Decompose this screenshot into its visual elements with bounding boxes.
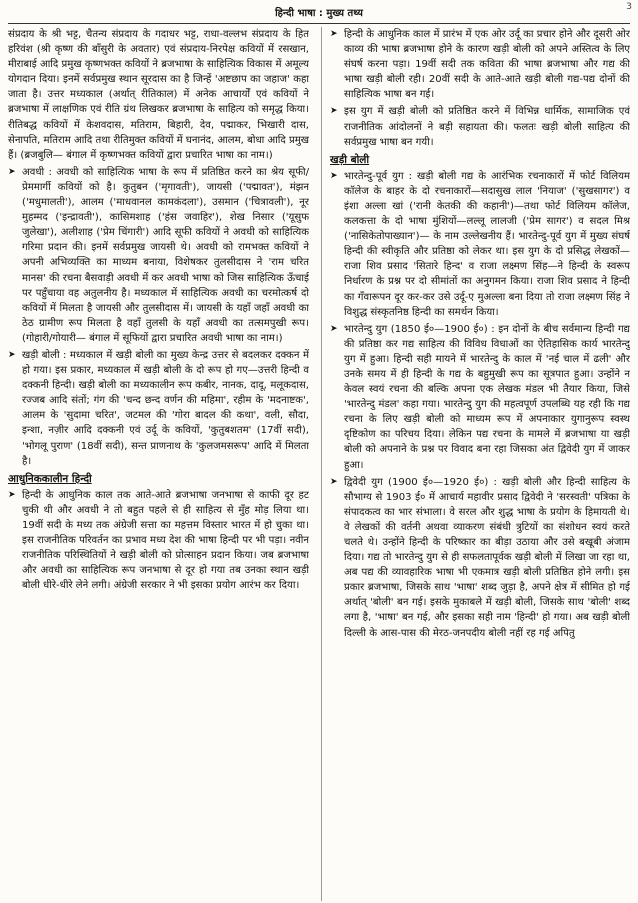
paragraph: संप्रदाय के श्री भट्ट, चैतन्य संप्रदाय के गदाधर भट्ट, राधा-वल्लभ संप्रदाय के हित हरिवंश (श्री कृष्ण की बाँसुरी के अवतार) एवं संप्रदाय-निरपेक्ष कवियों में रसखान, मीराबाई आदि प्रमुख कृष्णभक्त कवियों ने ब्रजभाषा के साहित्यिक विकास में अमूल्य योगदान दिया। इनमें सर्वप्रमुख स्थान सूरदास का है जिन्हें 'अष्टछाप का जहाज' कहा जाता है। उत्तर मध्यकाल (अर्थात् रीतिकाल) में अनेक आचार्यों एवं कवियों ने ब्रजभाषा में लाक्षणिक एवं रीति ग्रंथ लिखकर ब्रजभाषा के साहित्य को समृद्ध किया। रीतिबद्ध कवियों में केशवदास, मतिराम, बिहारी, देव, पद्माकर, भिखारी दास, सेनापति, मतिराम आदि तथा रीतिमुक्त कवियों में घनानंद, आलम, बोधा आदि प्रमुख हैं। (ब्रजबुलि— बंगाल में कृष्णभक्त कवियों द्वारा प्रचारित भाषा का नाम।) (8, 29, 309, 161)
right-column (321, 27, 630, 901)
bullet-paragraph: ➤ खड़ी बोली : मध्यकाल में खड़ी बोली का मुख्य केन्द्र उत्तर से बदलकर दक्कन में हो गया। इस प्रकार, मध्यकाल में खड़ी बोली के दो रूप हो गए—उत्तरी हिन्दी व दक्कनी हिन्दी। खड़ी बोली का मध्यकालीन रूप कबीर, नानक, दादू, मलूकदास, रज्जब आदि संतों; गंग की 'चन्द छन्द वर्णन की महिमा', रहीम के 'मदनाष्टक', आलम के 'सुदामा चरित', जटमल की 'गोरा बादल की कथा', वली, सौदा, इन्शा, नज़ीर आदि दक्कनी एवं उर्दू के कवियों, 'कुतुबशतम' (17वीं सदी), 'भोगलू पुराण' (18वीं सदी), सन्त प्राणनाथ के 'कुलजमसरूप' आदि में मिलता है। (8, 348, 309, 469)
section-heading: खड़ी बोली (330, 153, 370, 166)
bullet-paragraph: ➤ द्विवेदी युग (1900 ई०—1920 ई०) : खड़ी बोली और हिन्दी साहित्य के सौभाग्य से 1903 ई० में आचार्य महावीर प्रसाद द्विवेदी ने 'सरस्वती' पत्रिका के संपादकत्व का भार संभाला। वे सरल और शुद्ध भाषा के प्रयोग के हिमायती थे। वे लेखकों की वर्तनी अथवा व्याकरण संबंधी त्रुटियों का संशोधन स्वयं करते चलते थे। उन्होंने हिन्दी के परिष्कार का बीड़ा उठाया और उसे बखूबी अंजाम दिया। गद्य तो भारतेन्दु युग से ही सफलतापूर्वक खड़ी बोली में लिखा जा रहा था, अब पद्य की व्यावहारिक भाषा भी एकमात्र खड़ी बोली प्रतिष्ठित होने लगी। इस प्रकार ब्रजभाषा, जिसके साथ 'भाषा' शब्द जुड़ा है, अपने क्षेत्र में सीमित हो गई अर्थात् 'बोली' बन गई। इसके मुकाबले में खड़ी बोली, जिसके साथ 'बोली' शब्द लगा है, 'भाषा' बन गई, और इसका सही नाम 'हिन्दी' हो गया। अब खड़ी बोली दिल्ली के आस-पास की मेरठ-जनपदीय बोली नहीं रह गई अपितु (330, 475, 630, 641)
bullet-paragraph: ➤ भारतेन्दु युग (1850 ई०—1900 ई०) : इन दोनों के बीच सर्वमान्य हिन्दी गद्य की प्रतिष्ठा कर गद्य साहित्य की विविध विधाओं का ऐतिहासिक कार्य भारतेन्दु युग में हुआ। हिन्दी सही मायने में भारतेन्दु के काल में 'नई चाल में ढली' और उनके समय में ही हिन्दी के गद्य के बहुमुखी रूप का सूत्रपात हुआ। उन्होंने न केवल स्वयं रचना की बल्कि अपना एक लेखक मंडल भी तैयार किया, जिसे 'भारतेन्दु मंडल' कहा गया। भारतेन्दु युग की महत्वपूर्ण उपलब्धि यह रही कि गद्य रचना के लिए खड़ी बोली को माध्यम रूप में अपनाकार युगानुरूप स्वस्थ दृष्टिकोण का परिचय दिया। लेकिन पद्य रचना के मामले में ब्रजभाषा या खड़ी बोली को अपनाने के प्रश्न पर विवाद बना रहा जिसका अंत द्विवेदी युग में जाकर हुआ। (330, 322, 630, 473)
bullet-paragraph: ➤ भारतेन्दु-पूर्व युग : खड़ी बोली गद्य के आरंभिक रचनाकारों में फोर्ट विलियम कॉलेज के बाहर के दो रचनाकारों—सदासुख लाल 'नियाज' ('सुखसागर') व इंशा अल्ला खां ('रानी केतकी की कहानी')—तथा फोर्ट विलियम कॉलेज, कलकत्ता के दो भाषा मुंशियों—लल्लू लालजी ('प्रेम सागर') व सदल मिश्र ('नासिकेतोपाख्यान')— के नाम उल्लेखनीय हैं। भारतेन्दु-पूर्व युग में मुख्य संघर्ष हिन्दी की स्वीकृति और प्रतिष्ठा को लेकर था। इस युग के दो प्रसिद्ध लेखकों—राजा शिव प्रसाद 'सितारे हिन्द' व राजा लक्ष्मण सिंह—ने हिन्दी के स्वरूप निर्धारण के प्रश्न पर दो सीमांतों का अनुगमन किया। राजा शिव प्रसाद ने हिन्दी का गँवारूपन दूर कर-कर उसे उर्दू-ए मुअल्ला बना दिया तो राजा लक्ष्मण सिंह ने विशुद्ध संस्कृतनिष्ठ हिन्दी का समर्थन किया। (330, 169, 630, 320)
header-rule (8, 23, 630, 24)
bullet-paragraph: ➤ इस युग में खड़ी बोली को प्रतिष्ठित करने में विभिन्न धार्मिक, सामाजिक एवं राजनीतिक आंदोलनों ने बड़ी सहायता की। फलतः खड़ी बोली साहित्य की सर्वप्रमुख भाषा बन गयी। (330, 104, 630, 149)
bullet-paragraph: ➤ हिन्दी के आधुनिक काल तक आते-आते ब्रजभाषा जनभाषा से काफी दूर हट चुकी थी और अवधी ने तो बहुत पहले से ही साहित्य से मुँह मोड़ लिया था। 19वीं सदी के मध्य तक अंग्रेजी सत्ता का महत्तम विस्तार भारत में हो चुका था। इस राजनीतिक परिवर्तन का प्रभाव मध्य देश की भाषा हिन्दी पर भी पड़ा। नवीन राजनीतिक परिस्थितियों ने खड़ी बोली को प्रोत्साहन प्रदान किया। जब ब्रजभाषा और अवधी का साहित्यिक रूप जनभाषा से दूर हो गया तब उनका स्थान खड़ी बोली धीरे-धीरे लेने लगी। अंग्रेजी सरकार ने भी इसका प्रयोग आरंभ कर दिया। (8, 488, 309, 594)
bullet-paragraph: ➤ अवधी : अवधी को साहित्यिक भाषा के रूप में प्रतिष्ठित करने का श्रेय सूफी/प्रेममार्गी कवियों को है। कुतुबन ('मृगावती'), जायसी ('पद्मावत'), मंझन ('मधुमालती'), आलम ('माधवानल कामकंदला'), उसमान ('चित्रावली'), नूर मुहम्मद ('इन्द्रावती'), कासिमशाह ('हंस जवाहिर'), शेख निसार ('यूसुफ जुलेखा'), अलीशाह ('प्रेम चिंगारी') आदि सूफी कवियों ने अवधी को साहित्यिक गरिमा प्रदान की। इनमें सर्वप्रमुख जायसी थे। अवधी को रामभक्त कवियों ने अपनी अभिव्यक्ति का माध्यम बनाया, विशेषकर तुलसीदास ने 'राम चरित मानस' की रचना बैसवाड़ी अवधी में कर अवधी भाषा को जिस साहित्यिक ऊँचाई पर पहुँचाया वह अतुलनीय है। मध्यकाल में साहित्यिक अवधी का चरमोत्कर्ष दो कवियों में मिलता है जायसी और तुलसीदास में। जायसी के यहाँ जहाँ अवधी का ठेठ ग्रामीण रूप मिलता है वहाँ तुलसी के यहाँ अवधी का तत्समपुखी रूप। (गोहारी/गोयारी— बंगाल में सूफियों द्वारा प्रचारित अवधी भाषा का नाम।) (8, 165, 309, 346)
section-heading: आधुनिककालीन हिन्दी (8, 472, 92, 485)
bullet-paragraph: ➤ हिन्दी के आधुनिक काल में प्रारंभ में एक ओर उर्दू का प्रचार होने और दूसरी ओर काव्य की भाषा ब्रजभाषा होने के कारण खड़ी बोली को अपने अस्तित्व के लिए संघर्ष करना पड़ा। 19वीं सदी तक कविता की भाषा ब्रजभाषा और गद्य की भाषा खड़ी बोली रही। 20वीं सदी के आते-आते खड़ी बोली गद्य-पद्य दोनों की साहित्यिक भाषा बन गई। (330, 27, 630, 102)
page-number: 3 (626, 2, 632, 12)
running-header: हिन्दी भाषा : मुख्य तथ्य (275, 8, 363, 19)
text-columns (8, 27, 630, 901)
left-column (8, 27, 309, 901)
